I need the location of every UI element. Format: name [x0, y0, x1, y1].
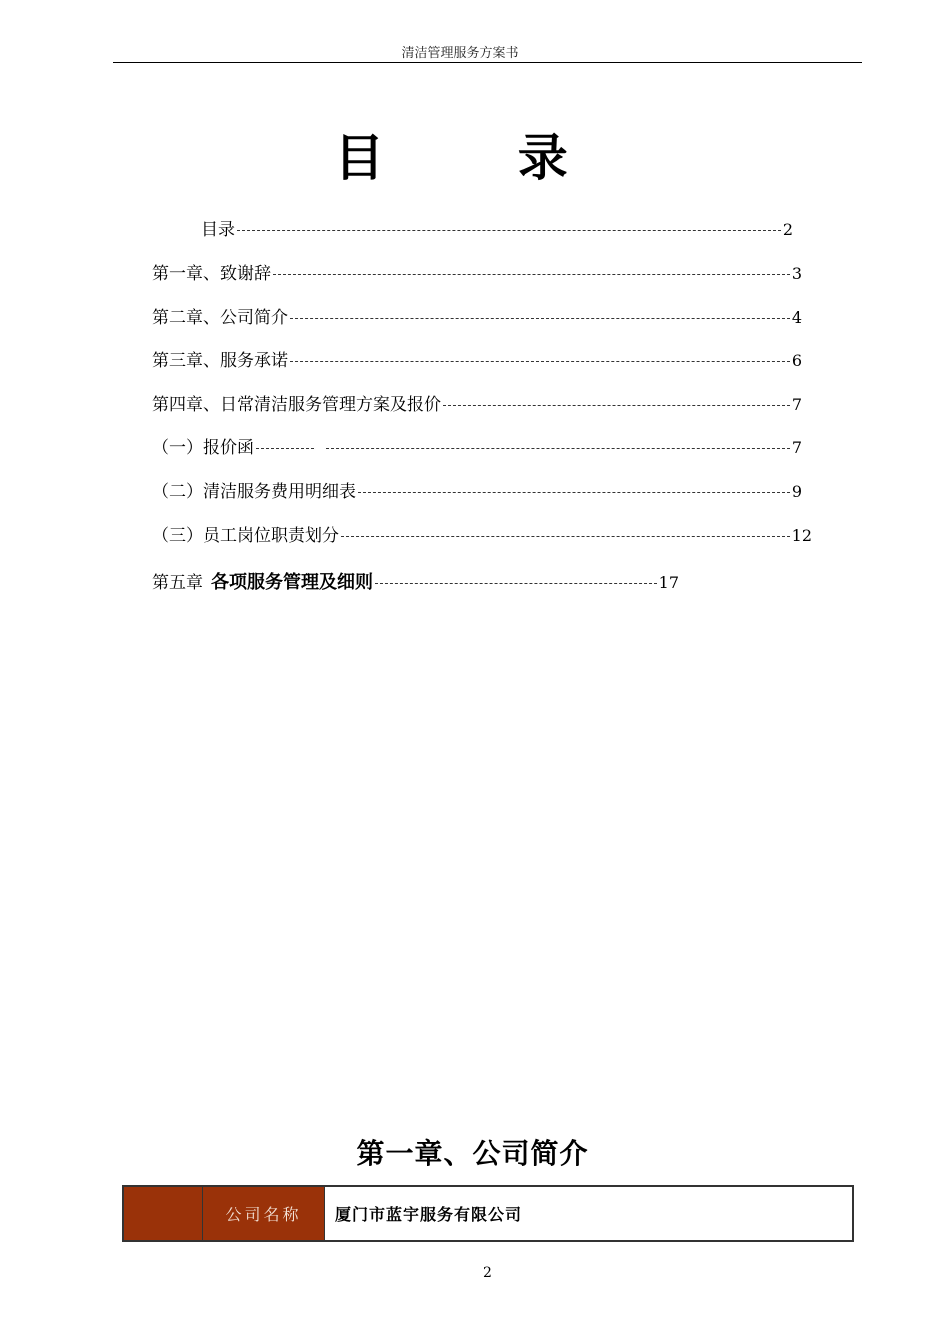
toc-entry-label: 第二章、公司简介	[152, 308, 288, 328]
toc-entry-page: 3	[791, 264, 802, 283]
toc-entry-page: 9	[791, 482, 802, 501]
toc-entry[interactable]	[201, 219, 793, 241]
toc-entry-prefix: 第五章	[152, 573, 203, 593]
toc-leader	[375, 583, 657, 584]
toc-leader	[341, 536, 790, 537]
header-rule	[113, 62, 862, 63]
header-title: 清洁管理服务方案书	[401, 46, 519, 61]
toc-leader	[290, 318, 790, 319]
toc-entry-page: 4	[791, 308, 802, 327]
toc-entry-label: 第四章、日常清洁服务管理方案及报价	[152, 395, 441, 415]
toc-leader	[358, 492, 790, 493]
toc-entry-label: 目录	[201, 220, 235, 240]
toc-entry[interactable]	[152, 263, 802, 285]
page-number: 2	[483, 1265, 492, 1281]
toc-title: 目 录	[334, 128, 626, 187]
company-name-label: 公司名称	[203, 1187, 325, 1240]
toc-entry-page: 6	[791, 351, 802, 370]
toc-leader	[273, 274, 790, 275]
toc-entry-page: 17	[658, 573, 679, 592]
toc-entry[interactable]	[152, 572, 679, 594]
toc-leader	[237, 230, 781, 231]
toc-leader	[290, 361, 790, 362]
toc-entry-label: 第三章、服务承诺	[152, 351, 288, 371]
toc-entry-label: （三）员工岗位职责划分	[152, 526, 339, 546]
company-info-table	[122, 1185, 854, 1242]
toc-leader	[443, 405, 790, 406]
toc-leader	[326, 448, 790, 449]
toc-entry[interactable]	[152, 525, 812, 547]
toc-entry-page: 7	[791, 395, 802, 414]
toc-entry[interactable]	[152, 481, 802, 503]
toc-entry-page: 7	[791, 438, 802, 457]
toc-entry-label: 各项服务管理及细则	[211, 572, 373, 593]
toc-entry[interactable]	[152, 350, 802, 372]
chapter-title: 第一章、公司简介	[356, 1137, 589, 1170]
toc-leader	[256, 448, 314, 449]
toc-entry-label: 第一章、致谢辞	[152, 264, 271, 284]
toc-entry-page: 12	[791, 526, 812, 545]
toc-entry-page: 2	[782, 220, 793, 239]
toc-entry[interactable]	[152, 394, 802, 416]
toc-entry-label: （二）清洁服务费用明细表	[152, 482, 356, 502]
table-accent-cell	[124, 1187, 203, 1240]
toc-entry[interactable]	[152, 307, 802, 329]
company-name-value: 厦门市蓝宇服务有限公司	[325, 1187, 852, 1240]
toc-entry-label: （一）报价函	[152, 438, 254, 458]
toc-entry[interactable]	[152, 437, 802, 459]
